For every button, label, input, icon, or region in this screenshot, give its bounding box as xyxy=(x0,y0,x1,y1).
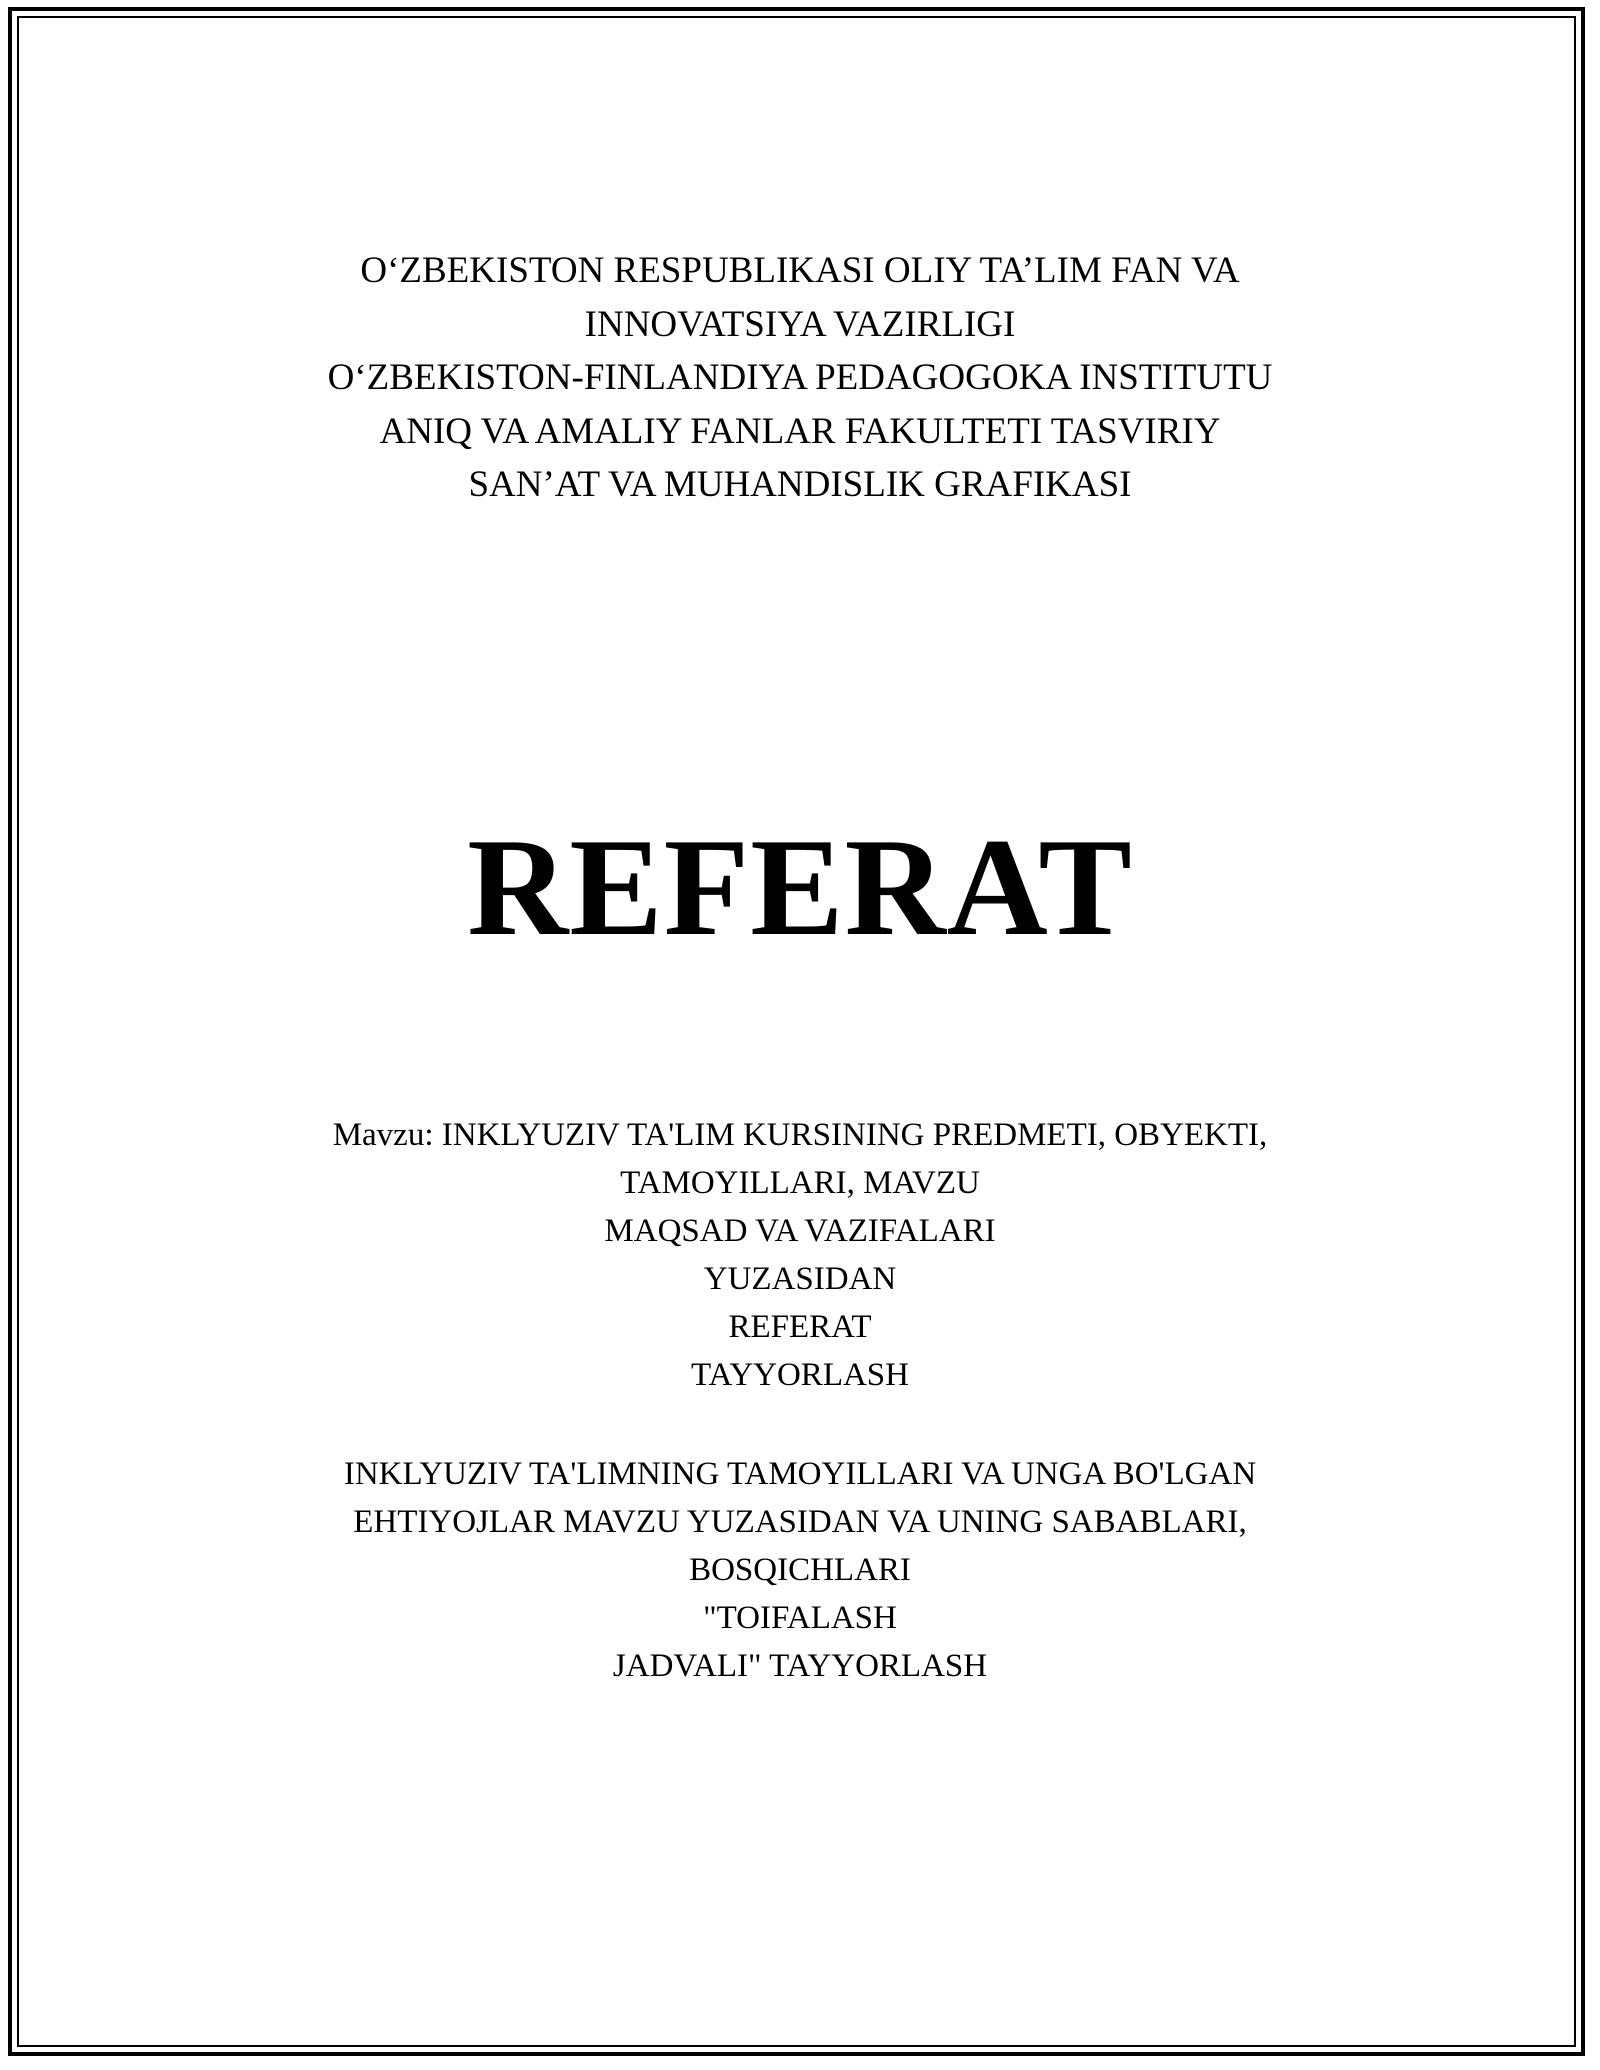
task-line: BOSQICHLARI xyxy=(689,1552,911,1588)
task-line: EHTIYOJLAR MAVZU YUZASIDAN VA UNING SABABLARI, xyxy=(353,1504,1247,1540)
topic-line: MAQSAD VA VAZIFALARI xyxy=(604,1213,996,1249)
header-line: O‘ZBEKISTON-FINLANDIYA PEDAGOGOKA INSTITUTU xyxy=(327,357,1273,398)
topic-section xyxy=(0,1111,1600,1399)
header-line: INNOVATSIYA VAZIRLIGI xyxy=(584,303,1016,345)
institution-header xyxy=(0,244,1600,512)
task-line: JADVALI" TAYYORLASH xyxy=(612,1648,988,1684)
task-line: "TOIFALASH xyxy=(703,1600,897,1636)
topic-line: TAMOYILLARI, MAVZU xyxy=(620,1165,980,1201)
topic-line: Mavzu: INKLYUZIV TA'LIM KURSINING PREDMETI, OBYEKTI, xyxy=(332,1117,1268,1153)
header-line: O‘ZBEKISTON RESPUBLIKASI OLIY TA’LIM FAN VA xyxy=(360,250,1240,291)
task-section xyxy=(0,1450,1600,1690)
document-title: REFERAT xyxy=(467,810,1133,965)
topic-line: TAYYORLASH xyxy=(691,1357,909,1393)
header-line: ANIQ VA AMALIY FANLAR FAKULTETI TASVIRIY xyxy=(379,410,1221,452)
topic-line: YUZASIDAN xyxy=(703,1261,897,1297)
topic-line: REFERAT xyxy=(728,1309,872,1345)
header-line: SAN’AT VA MUHANDISLIK GRAFIKASI xyxy=(468,464,1132,505)
task-line: INKLYUZIV TA'LIMNING TAMOYILLARI VA UNGA BO'LGAN xyxy=(343,1456,1257,1492)
